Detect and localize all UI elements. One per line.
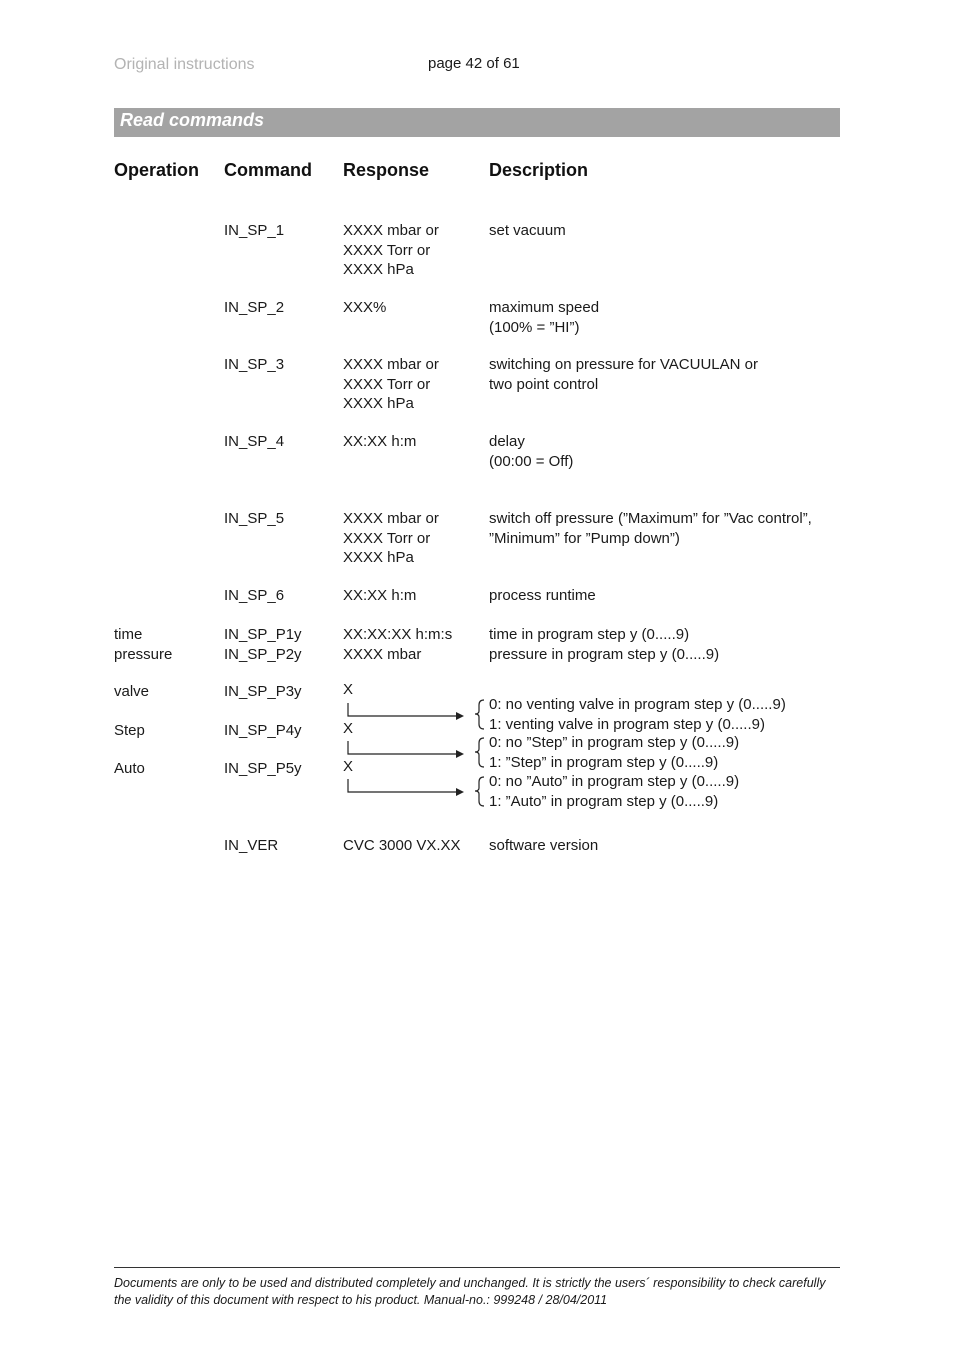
command-text: IN_SP_P1y bbox=[224, 626, 302, 643]
valve-brace bbox=[475, 700, 484, 729]
description-text: pressure in program step y (0.....9) bbox=[489, 645, 720, 663]
operation-text: valve bbox=[114, 683, 150, 700]
command-text: IN_SP_6 bbox=[224, 587, 285, 604]
description-text: 1: ”Auto” in program step y (0.....9) bbox=[489, 792, 719, 810]
command-text: IN_VER bbox=[224, 837, 279, 854]
description-text: time in program step y (0.....9) bbox=[489, 626, 690, 643]
description-text: switch off pressure (”Maximum” for ”Vac control”, bbox=[489, 510, 812, 527]
response-text: CVC 3000 VX.XX bbox=[343, 837, 461, 854]
description-text: 0: no ”Auto” in program step y (0.....9) bbox=[489, 773, 740, 790]
valve-arrow-line bbox=[348, 703, 456, 716]
command-text: IN_SP_1 bbox=[224, 222, 285, 239]
description-text: 0: no venting valve in program step y (0.....9) bbox=[489, 696, 786, 713]
description-text: set vacuum bbox=[489, 222, 566, 239]
response-text: XX:XX h:m bbox=[343, 587, 417, 604]
footer-line-2: the validity of this document with respect to his product. Manual-no.: 999248 / 28/04/2011 bbox=[114, 1292, 608, 1307]
command-text: IN_SP_2 bbox=[224, 299, 285, 316]
response-text: XXXX hPa bbox=[343, 261, 414, 278]
response-text: XX:XX:XX h:m:s bbox=[343, 626, 453, 643]
command-text: IN_SP_4 bbox=[224, 433, 285, 450]
footer-disclaimer bbox=[114, 1275, 854, 1308]
step-brace bbox=[475, 738, 484, 767]
response-text: X bbox=[343, 758, 354, 775]
response-text: XXXX mbar or bbox=[343, 356, 439, 373]
column-header-operation: Operation bbox=[114, 160, 200, 180]
response-text: XXXX mbar or bbox=[343, 510, 439, 527]
description-text: 1: venting valve in program step y (0.....9) bbox=[489, 715, 765, 733]
response-text: XXXX mbar bbox=[343, 645, 422, 663]
auto-brace bbox=[475, 777, 484, 806]
description-text: ”Minimum” for ”Pump down”) bbox=[489, 529, 680, 547]
response-text: X bbox=[343, 720, 354, 737]
description-text: maximum speed bbox=[489, 299, 600, 316]
command-text: IN_SP_5 bbox=[224, 510, 285, 527]
operation-text: time bbox=[114, 626, 143, 643]
column-header-command: Command bbox=[224, 160, 313, 180]
command-text: IN_SP_P2y bbox=[224, 645, 302, 663]
column-header-description: Description bbox=[489, 160, 589, 180]
document-type-label: Original instructions bbox=[114, 56, 255, 73]
description-text: 1: ”Step” in program step y (0.....9) bbox=[489, 753, 719, 771]
section-title: Read commands bbox=[120, 110, 265, 130]
step-arrowhead bbox=[456, 750, 464, 758]
footer-divider bbox=[114, 1267, 840, 1268]
response-text: XXXX Torr or bbox=[343, 529, 431, 547]
command-text: IN_SP_3 bbox=[224, 356, 285, 373]
page-number: page 42 of 61 bbox=[428, 55, 520, 72]
description-text: software version bbox=[489, 837, 599, 854]
response-text: XXXX hPa bbox=[343, 395, 414, 412]
command-text: IN_SP_P3y bbox=[224, 683, 302, 700]
description-text: 0: no ”Step” in program step y (0.....9) bbox=[489, 734, 740, 751]
operation-text: Step bbox=[114, 722, 145, 739]
description-text: delay bbox=[489, 433, 525, 450]
response-text: XXX% bbox=[343, 299, 387, 316]
column-header-response: Response bbox=[343, 160, 430, 180]
description-text: switching on pressure for VACUULAN or bbox=[489, 356, 758, 373]
response-text: XXXX Torr or bbox=[343, 375, 431, 393]
valve-arrowhead bbox=[456, 712, 464, 720]
response-text: XXXX hPa bbox=[343, 549, 414, 566]
auto-arrow-line bbox=[348, 779, 456, 792]
response-text: XX:XX h:m bbox=[343, 433, 417, 450]
description-text: process runtime bbox=[489, 587, 596, 604]
operation-text: Auto bbox=[114, 760, 145, 777]
description-text: (100% = ”HI”) bbox=[489, 318, 580, 336]
command-text: IN_SP_P4y bbox=[224, 722, 302, 739]
command-text: IN_SP_P5y bbox=[224, 760, 302, 777]
footer-line-1: Documents are only to be used and distributed completely and unchanged. It is strictly the users´ responsibility to check carefully bbox=[114, 1276, 826, 1290]
auto-arrowhead bbox=[456, 788, 464, 796]
response-text: X bbox=[343, 681, 354, 698]
response-text: XXXX Torr or bbox=[343, 241, 431, 259]
description-text: two point control bbox=[489, 375, 599, 393]
response-text: XXXX mbar or bbox=[343, 222, 439, 239]
step-arrow-line bbox=[348, 741, 456, 754]
operation-text: pressure bbox=[114, 645, 173, 663]
description-text: (00:00 = Off) bbox=[489, 452, 574, 470]
